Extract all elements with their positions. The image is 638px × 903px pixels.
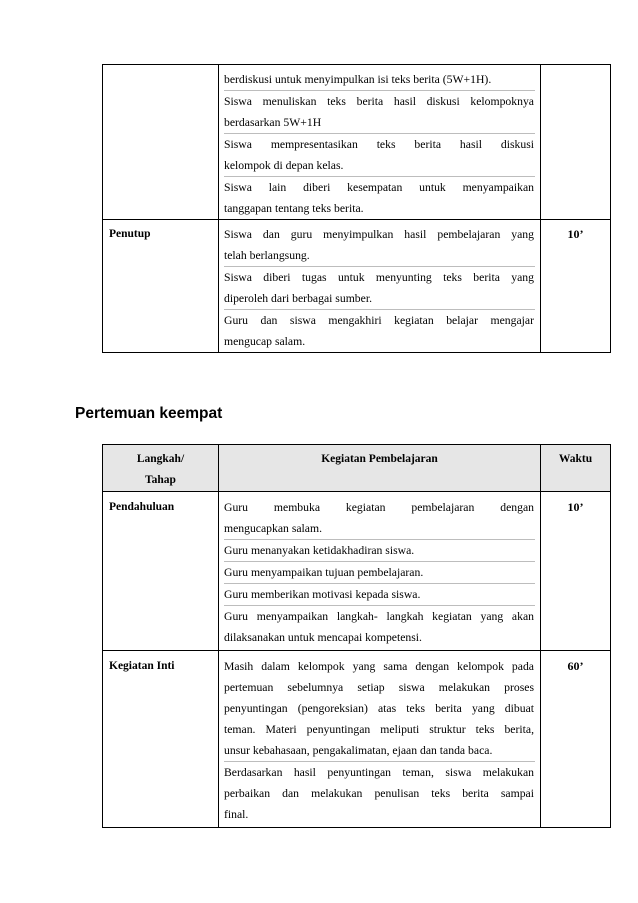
activity-line: berdasarkan 5W+1H bbox=[224, 116, 322, 129]
activity-line: Siswa lain diberi kesempatan untuk menyampaikan bbox=[224, 181, 534, 194]
activity-item bbox=[224, 497, 535, 540]
step-label-kegiatan-inti: Kegiatan Inti bbox=[109, 660, 175, 672]
activity-line: kelompok di depan kelas. bbox=[224, 159, 344, 172]
activity-line: Guru dan siswa mengakhiri kegiatan belajar mengajar bbox=[224, 314, 534, 327]
activity-line: mengucap salam. bbox=[224, 335, 306, 348]
activity-line: penyuntingan (pengoreksian) atas teks berita yang dibuat bbox=[224, 702, 534, 715]
activity-line: Berdasarkan hasil penyuntingan teman, siswa melakukan bbox=[224, 766, 534, 779]
header-time: Waktu bbox=[541, 445, 611, 492]
activity-item bbox=[224, 91, 535, 134]
time-label: 60’ bbox=[567, 659, 584, 673]
section-heading: Pertemuan keempat bbox=[75, 405, 223, 422]
activity-line: Guru memberikan motivasi kepada siswa. bbox=[224, 588, 421, 601]
activity-line: mengucapkan salam. bbox=[224, 522, 323, 535]
time-cell bbox=[541, 220, 611, 353]
activity-line: Guru membuka kegiatan pembelajaran dengan bbox=[224, 501, 534, 514]
lesson-table-continued bbox=[102, 64, 611, 353]
step-label-pendahuluan: Pendahuluan bbox=[109, 501, 175, 513]
header-activity: Kegiatan Pembelajaran bbox=[219, 445, 541, 492]
activity-line: pertemuan sebelumnya setiap siswa melakukan proses bbox=[224, 681, 534, 694]
header-step: Langkah/ Tahap bbox=[103, 445, 219, 492]
activity-line: Guru menanyakan ketidakhadiran siswa. bbox=[224, 544, 415, 557]
table-header-row bbox=[103, 445, 611, 492]
time-label: 10’ bbox=[567, 500, 584, 514]
activity-line: tanggapan tentang teks berita. bbox=[224, 202, 364, 215]
activity-item bbox=[224, 762, 535, 825]
table-row bbox=[103, 492, 611, 651]
activity-line: Guru menyampaikan langkah- langkah kegiatan yang akan bbox=[224, 610, 534, 623]
step-cell bbox=[103, 65, 219, 220]
activity-line: Siswa diberi tugas untuk menyunting teks berita yang bbox=[224, 271, 534, 284]
activity-line: Siswa dan guru menyimpulkan hasil pembelajaran yang bbox=[224, 228, 534, 241]
activity-line: final. bbox=[224, 808, 249, 821]
table-row bbox=[103, 651, 611, 828]
activity-item bbox=[224, 177, 535, 219]
activity-item bbox=[224, 584, 535, 606]
activity-line: Masih dalam kelompok yang sama dengan kelompok pada bbox=[224, 660, 534, 673]
lesson-table-meeting-four bbox=[102, 444, 611, 828]
step-cell bbox=[103, 492, 219, 651]
activity-cell bbox=[219, 492, 541, 651]
activity-line: Siswa menuliskan teks berita hasil diskusi kelompoknya bbox=[224, 95, 534, 108]
step-cell bbox=[103, 220, 219, 353]
activity-item bbox=[224, 540, 535, 562]
time-cell bbox=[541, 65, 611, 220]
activity-item bbox=[224, 69, 535, 91]
activity-item bbox=[224, 267, 535, 310]
activity-line: unsur kebahasaan, pengakalimatan, ejaan dan tanda baca. bbox=[224, 744, 493, 757]
activity-item bbox=[224, 310, 535, 352]
activity-line: teman. Materi penyuntingan meliputi struktur teks berita, bbox=[224, 723, 534, 736]
activity-cell bbox=[219, 65, 541, 220]
time-label: 10’ bbox=[567, 227, 584, 241]
activity-cell bbox=[219, 651, 541, 828]
activity-line: perbaikan dan melakukan penulisan teks berita sampai bbox=[224, 787, 534, 800]
activity-line: berdiskusi untuk menyimpulkan isi teks berita (5W+1H). bbox=[224, 73, 492, 86]
step-label-penutup: Penutup bbox=[109, 228, 151, 240]
activity-item bbox=[224, 606, 535, 648]
activity-item bbox=[224, 224, 535, 267]
activity-item bbox=[224, 134, 535, 177]
activity-line: telah berlangsung. bbox=[224, 249, 310, 262]
activity-line: Siswa mempresentasikan teks berita hasil diskusi bbox=[224, 138, 534, 151]
time-cell bbox=[541, 492, 611, 651]
activity-item bbox=[224, 562, 535, 584]
activity-line: dilaksanakan untuk mencapai kompetensi. bbox=[224, 631, 422, 644]
activity-line: Guru menyampaikan tujuan pembelajaran. bbox=[224, 566, 424, 579]
time-cell bbox=[541, 651, 611, 828]
activity-item bbox=[224, 656, 535, 762]
activity-line: diperoleh dari berbagai sumber. bbox=[224, 292, 372, 305]
table-row bbox=[103, 220, 611, 353]
step-cell bbox=[103, 651, 219, 828]
table-row bbox=[103, 65, 611, 220]
activity-cell bbox=[219, 220, 541, 353]
